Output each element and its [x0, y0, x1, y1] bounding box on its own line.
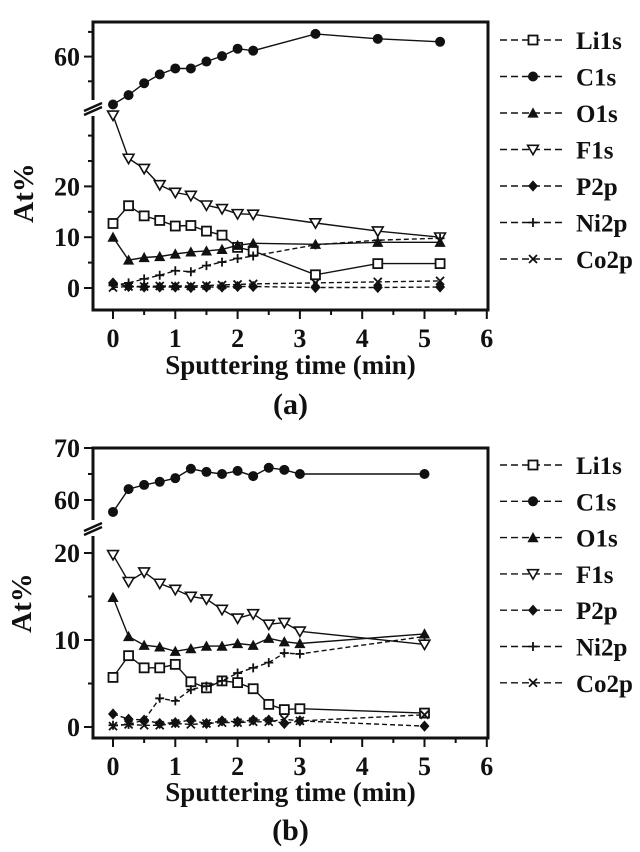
point-F1s	[139, 568, 150, 577]
legend-b	[500, 453, 633, 698]
point-C1s	[217, 51, 227, 61]
series-C1s-line	[113, 34, 440, 105]
axes-a	[54, 32, 493, 353]
y-tick-label: 0	[67, 713, 80, 742]
point-P2p	[435, 281, 445, 292]
x-tick-label: 1	[168, 752, 182, 781]
point-C1s	[373, 34, 383, 44]
legend-marker-C1s	[528, 496, 538, 506]
point-Li1s	[140, 663, 149, 672]
legend-item-O1s	[500, 526, 618, 553]
point-P2p	[155, 718, 165, 729]
point-Li1s	[109, 673, 118, 682]
legend-item-F1s	[500, 562, 614, 589]
plot-border-a	[93, 22, 488, 310]
point-C1s	[155, 69, 165, 79]
legend-label-P2p: P2p	[576, 598, 618, 626]
point-Li1s	[420, 709, 429, 718]
point-Li1s	[171, 660, 180, 669]
point-Li1s	[311, 270, 320, 279]
point-Li1s	[124, 651, 133, 660]
y-tick-label: 20	[54, 172, 80, 202]
legend-label-F1s: F1s	[576, 137, 614, 165]
point-Li1s	[249, 684, 258, 693]
x-tick-label: 1	[168, 324, 182, 353]
point-C1s	[295, 469, 305, 479]
point-C1s	[248, 46, 258, 56]
point-Ni2p	[295, 649, 304, 658]
legend-label-C1s: C1s	[576, 489, 617, 517]
point-Li1s	[233, 678, 242, 687]
legend-label-O1s: O1s	[576, 525, 618, 553]
point-Li1s	[295, 704, 304, 713]
legend-marker-Li1s	[529, 36, 538, 45]
point-F1s	[201, 595, 212, 604]
point-Ni2p	[186, 267, 195, 276]
point-C1s	[186, 464, 196, 474]
y-tick-label: 60	[54, 486, 80, 515]
y-tick-label: 60	[54, 42, 80, 72]
legend-label-C1s: C1s	[576, 64, 617, 92]
point-Li1s	[186, 677, 195, 686]
point-C1s	[420, 469, 430, 479]
x-tick-label: 0	[106, 324, 120, 353]
point-Ni2p	[280, 649, 289, 658]
point-C1s	[108, 507, 118, 517]
y-tick-label: 20	[54, 539, 80, 568]
plot-border-b	[93, 448, 488, 738]
x-tick-label: 4	[355, 324, 369, 353]
x-axis-label-b: Sputtering time (min)	[165, 777, 416, 807]
x-tick-label: 3	[293, 752, 307, 781]
point-Li1s	[264, 700, 273, 709]
point-Li1s	[373, 259, 382, 268]
point-F1s	[154, 579, 165, 588]
x-tick-label: 2	[231, 752, 245, 781]
point-Li1s	[436, 259, 445, 268]
legend-label-Li1s: Li1s	[576, 453, 622, 480]
legend-label-F1s: F1s	[576, 561, 614, 589]
y-axis-label-b: At%	[6, 573, 38, 633]
point-F1s	[419, 640, 430, 649]
point-P2p	[264, 714, 274, 725]
point-C1s	[186, 63, 196, 73]
legend-label-Co2p: Co2p	[576, 670, 633, 698]
legend-item-P2p	[500, 598, 618, 625]
legend-marker-Ni2p	[529, 218, 538, 227]
x-tick-label: 4	[355, 752, 369, 781]
point-C1s	[248, 471, 258, 481]
point-F1s	[263, 620, 274, 629]
legend-label-Ni2p: Ni2p	[576, 210, 628, 238]
point-P2p	[420, 721, 430, 732]
point-C1s	[233, 44, 243, 54]
point-C1s	[233, 466, 243, 476]
legend-label-Co2p: Co2p	[576, 247, 633, 274]
point-Ni2p	[155, 271, 164, 280]
point-P2p	[248, 714, 258, 725]
point-Li1s	[124, 201, 133, 210]
point-C1s	[139, 78, 149, 88]
point-Ni2p	[264, 658, 273, 667]
caption-b: (b)	[272, 814, 309, 847]
legend-item-O1s	[500, 101, 618, 128]
point-Li1s	[186, 221, 195, 230]
legend-item-Li1s	[500, 28, 622, 55]
point-Ni2p	[233, 669, 242, 678]
point-Ni2p	[171, 266, 180, 275]
point-F1s	[123, 154, 134, 163]
point-Ni2p	[155, 694, 164, 703]
point-C1s	[279, 465, 289, 475]
legend-marker-C1s	[528, 72, 538, 82]
point-Li1s	[202, 227, 211, 236]
legend-label-Ni2p: Ni2p	[576, 634, 628, 662]
point-O1s	[232, 638, 243, 648]
point-O1s	[107, 232, 118, 242]
y-tick-label: 0	[67, 274, 80, 303]
point-P2p	[373, 282, 383, 293]
y-tick-label: 10	[54, 626, 80, 655]
point-P2p	[108, 708, 118, 719]
point-F1s	[154, 181, 165, 190]
y-tick-label: 10	[54, 223, 80, 253]
legend-label-Li1s: Li1s	[576, 28, 622, 55]
y-axis-label-a: At%	[8, 163, 40, 223]
series-C1s-line	[113, 468, 425, 512]
point-F1s	[108, 551, 119, 560]
x-tick-label: 2	[231, 324, 245, 353]
legend-item-Ni2p	[500, 211, 627, 238]
point-Ni2p	[171, 696, 180, 705]
point-Ni2p	[249, 663, 258, 672]
caption-a: (a)	[273, 388, 308, 421]
point-Ni2p	[140, 274, 149, 283]
point-F1s	[123, 578, 134, 587]
x-tick-label: 5	[418, 752, 431, 781]
point-P2p	[217, 715, 227, 726]
panel-b	[0, 426, 640, 852]
point-F1s	[185, 191, 196, 200]
point-C1s	[310, 29, 320, 39]
point-C1s	[108, 100, 118, 110]
point-Li1s	[280, 705, 289, 714]
axes-b	[54, 434, 493, 781]
legend-item-Co2p	[500, 247, 633, 274]
legend-item-F1s	[500, 138, 614, 165]
point-C1s	[217, 469, 227, 479]
point-Ni2p	[202, 261, 211, 270]
legend-marker-P2p	[528, 605, 538, 616]
legend-item-Li1s	[500, 453, 622, 480]
point-Li1s	[155, 663, 164, 672]
legend-item-C1s	[500, 65, 617, 92]
point-C1s	[264, 463, 274, 473]
point-F1s	[232, 614, 243, 623]
x-tick-label: 5	[418, 324, 431, 353]
point-C1s	[201, 467, 211, 477]
legend-item-Ni2p	[500, 635, 627, 662]
x-tick-label: 3	[293, 324, 307, 353]
point-F1s	[217, 605, 228, 614]
point-F1s	[217, 205, 228, 214]
point-O1s	[123, 631, 134, 641]
point-C1s	[155, 477, 165, 487]
legend-item-C1s	[500, 489, 617, 516]
point-C1s	[170, 63, 180, 73]
point-C1s	[435, 37, 445, 47]
point-C1s	[170, 473, 180, 483]
point-Li1s	[155, 216, 164, 225]
series-Ni2p-line	[113, 238, 440, 285]
x-tick-label: 6	[480, 324, 494, 353]
point-F1s	[170, 585, 181, 594]
point-Li1s	[218, 231, 227, 240]
legend-item-P2p	[500, 174, 618, 201]
point-O1s	[107, 592, 118, 602]
y-tick-label: 70	[54, 434, 80, 463]
point-C1s	[201, 57, 211, 67]
x-tick-label: 0	[106, 752, 120, 781]
point-O1s	[139, 640, 150, 650]
point-Li1s	[171, 222, 180, 231]
point-Li1s	[109, 219, 118, 228]
point-O1s	[263, 633, 274, 643]
legend-marker-Li1s	[529, 461, 538, 470]
legend-marker-P2p	[528, 180, 538, 191]
point-C1s	[139, 480, 149, 490]
point-Ni2p	[233, 254, 242, 263]
point-C1s	[124, 90, 134, 100]
legend-item-Co2p	[500, 671, 633, 698]
legend-label-O1s: O1s	[576, 101, 618, 128]
point-Li1s	[140, 211, 149, 220]
x-axis-label-a: Sputtering time (min)	[165, 350, 416, 380]
legend-marker-Ni2p	[529, 642, 538, 651]
point-Ni2p	[218, 258, 227, 267]
x-tick-label: 6	[480, 752, 494, 781]
point-F1s	[108, 111, 119, 120]
point-P2p	[233, 281, 243, 292]
point-P2p	[217, 281, 227, 292]
legend-a	[500, 28, 633, 274]
legend-label-P2p: P2p	[576, 174, 618, 201]
point-C1s	[124, 484, 134, 494]
